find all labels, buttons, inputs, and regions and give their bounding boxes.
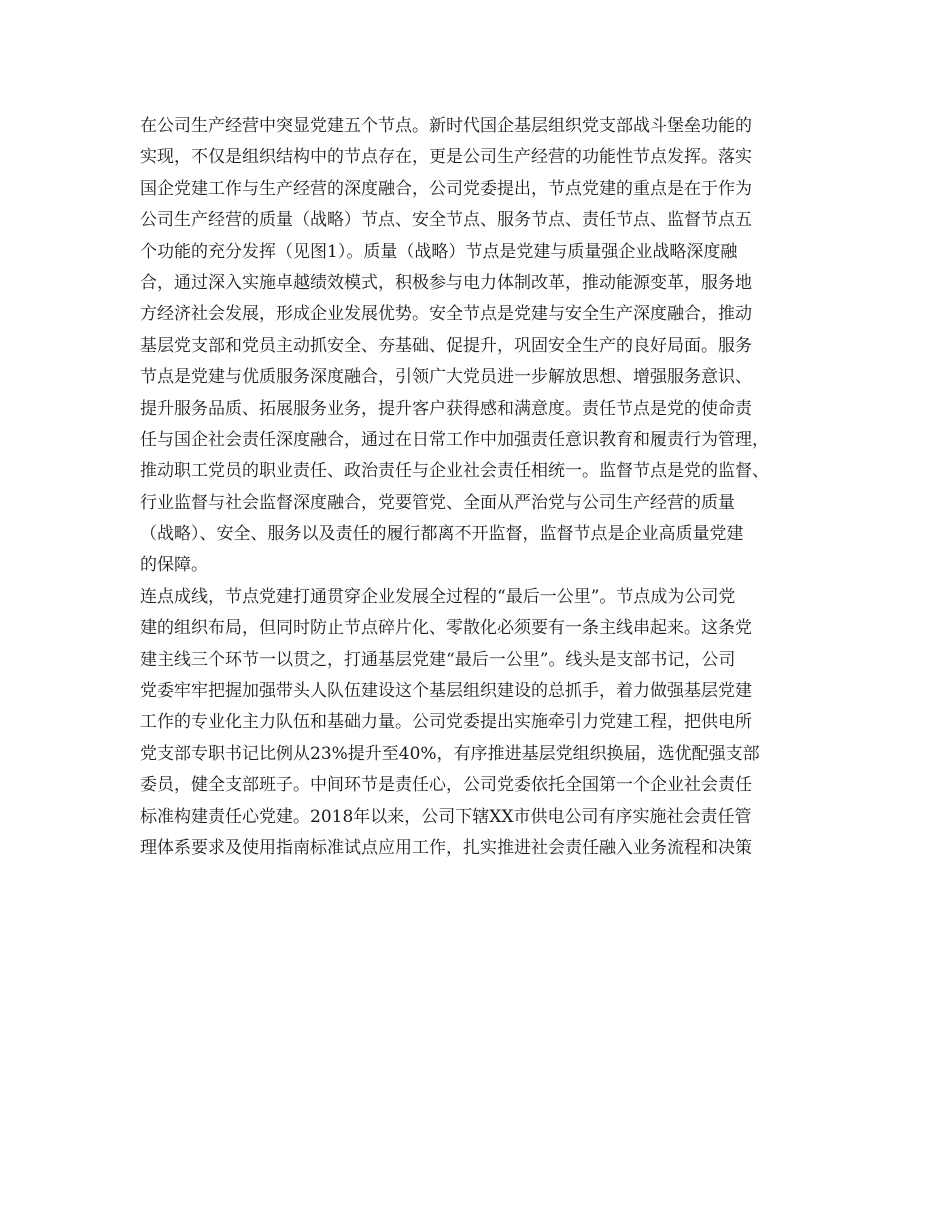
text-line: 党支部专职书记比例从23%提升至40%，有序推进基层党组织换届，选优配强支部: [140, 743, 760, 764]
text-line: 任与国企社会责任深度融合，通过在日常工作中加强责任意识教育和履责行为管理，: [140, 429, 769, 450]
text-line: 节点是党建与优质服务深度融合，引领广大党员进一步解放思想、增强服务意识、: [140, 367, 752, 388]
text-line: 实现，不仅是组织结构中的节点存在，更是公司生产经营的功能性节点发挥。落实: [140, 147, 752, 168]
text-line: 方经济社会发展，形成企业发展优势。安全节点是党建与安全生产深度融合，推动: [140, 304, 752, 325]
text-line: 基层党支部和党员主动抓安全、夯基础、促提升，巩固安全生产的良好局面。服务: [140, 335, 752, 356]
text-line: 提升服务品质、拓展服务业务，提升客户获得感和满意度。责任节点是党的使命责: [140, 398, 752, 419]
text-line: 的保障。: [140, 555, 208, 576]
text-line: 理体系要求及使用指南标准试点应用工作，扎实推进社会责任融入业务流程和决策: [140, 837, 752, 858]
text-line: 在公司生产经营中突显党建五个节点。新时代国企基层组织党支部战斗堡垒功能的: [140, 116, 752, 136]
text-line: 标准构建责任心党建。2018年以来，公司下辖XX市供电公司有序实施社会责任管: [140, 806, 752, 827]
text-line: （战略）、安全、服务以及责任的履行都离不开监督，监督节点是企业高质量党建: [140, 524, 744, 545]
text-line: 个功能的充分发挥（见图1）。质量（战略）节点是党建与质量强企业战略深度融: [140, 241, 738, 262]
text-line: 党委牢牢把握加强带头人队伍建设这个基层组织建设的总抓手，着力做强基层党建: [140, 681, 752, 702]
body-text: [140, 111, 830, 864]
text-line: 行业监督与社会监督深度融合，党要管党、全面从严治党与公司生产经营的质量: [140, 492, 735, 513]
text-line: 建的组织布局，但同时防止节点碎片化、零散化必须要有一条主线串起来。这条党: [140, 618, 752, 639]
text-line: 建主线三个环节一以贯之，打通基层党建“最后一公里”。线头是支部书记，公司: [140, 649, 736, 670]
text-line: 合，通过深入实施卓越绩效模式，积极参与电力体制改革，推动能源变革，服务地: [140, 272, 752, 293]
text-line: 公司生产经营的质量（战略）节点、安全节点、服务节点、责任节点、监督节点五: [140, 210, 752, 231]
text-line: 委员，健全支部班子。中间环节是责任心，公司党委依托全国第一个企业社会责任: [140, 775, 752, 796]
text-line: 连点成线，节点党建打通贯穿企业发展全过程的“最后一公里”。节点成为公司党: [140, 586, 736, 607]
text-line: 推动职工党员的职业责任、政治责任与企业社会责任相统一。监督节点是党的监督、: [140, 461, 769, 482]
text-line: 国企党建工作与生产经营的深度融合，公司党委提出，节点党建的重点是在于作为: [140, 178, 752, 199]
text-line: 工作的专业化主力队伍和基础力量。公司党委提出实施牵引力党建工程，把供电所: [140, 712, 752, 733]
